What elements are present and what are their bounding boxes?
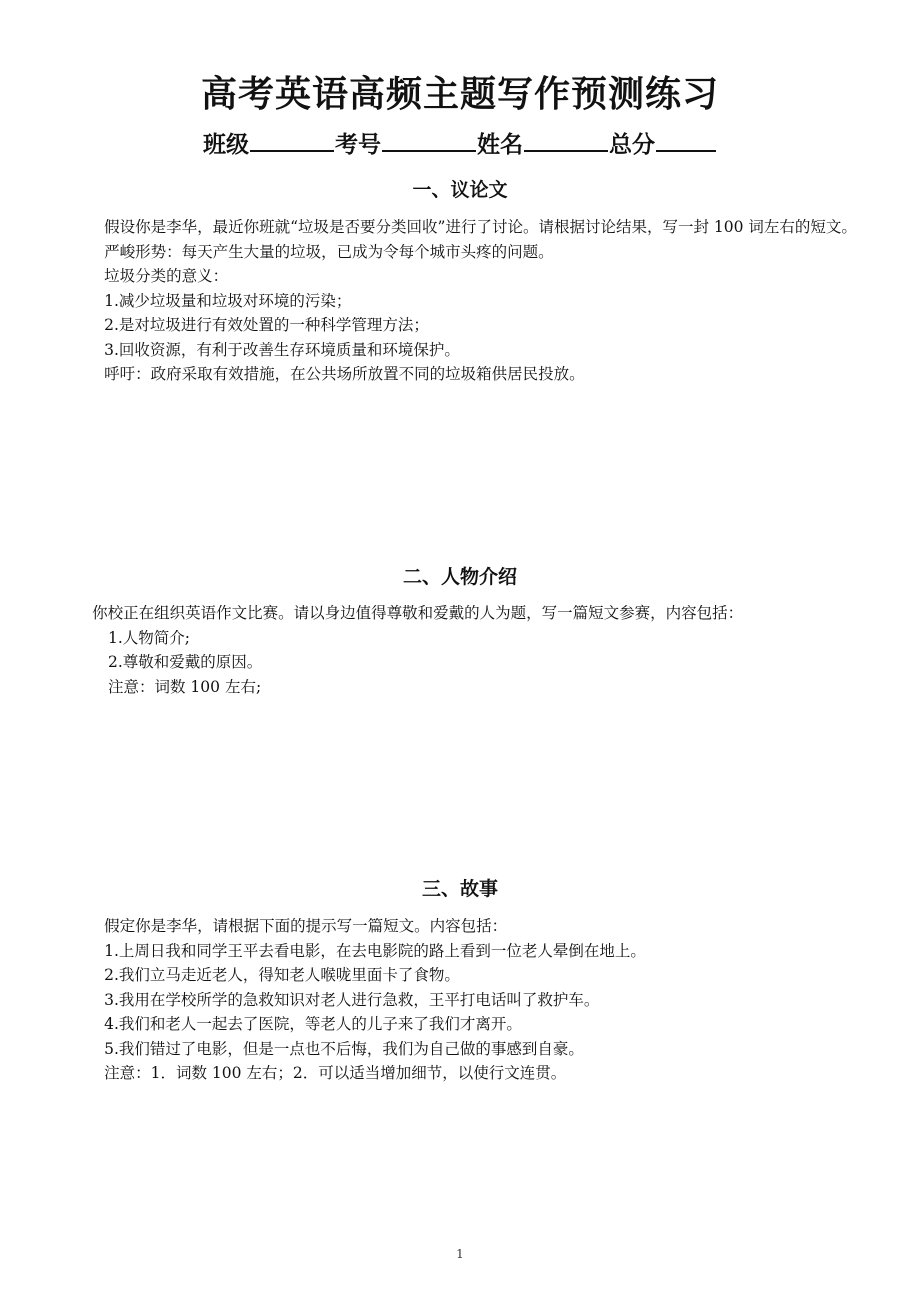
prompt-line: 注意：词数 100 左右;: [108, 677, 262, 696]
prompt-line: 1.上周日我和同学王平去看电影，在去电影院的路上看到一位老人晕倒在地上。: [104, 941, 646, 960]
student-info-line: [0, 126, 920, 163]
prompt-line: 2.尊敬和爱戴的原因。: [108, 653, 263, 671]
prompt-line: 严峻形势：每天产生大量的垃圾，已成为令每个城市头疼的问题。: [104, 242, 554, 261]
class-blank[interactable]: [250, 126, 334, 152]
section-body-person-intro: [58, 601, 860, 699]
section-intro: 假设你是李华，最近你班就“垃圾是否要分类回收”进行了讨论。请根据讨论结果，写一封 100 词左右的短文。: [104, 218, 857, 236]
prompt-line: 1.减少垃圾量和垃圾对环境的污染；: [104, 291, 352, 310]
prompt-line: 3.回收资源，有利于改善生存环境质量和环境保护。: [104, 340, 460, 359]
prompt-line: 5.我们错过了电影，但是一点也不后悔，我们为自己做的事感到自豪。: [104, 1039, 584, 1058]
section-body-argumentative: [70, 215, 860, 387]
section-heading-story: 三、故事: [421, 878, 498, 900]
prompt-line: 注意：1．词数 100 左右；2．可以适当增加细节，以使行文连贯。: [104, 1064, 567, 1082]
section-intro: 你校正在组织英语作文比赛。请以身边值得尊敬和爱戴的人为题，写一篇短文参赛，内容包括：: [92, 604, 744, 622]
name-label: 姓名: [477, 132, 523, 158]
class-label: 班级: [203, 132, 249, 158]
section-intro: 假定你是李华，请根据下面的提示写一篇短文。内容包括：: [104, 917, 508, 935]
prompt-line: 4.我们和老人一起去了医院，等老人的儿子来了我们才离开。: [104, 1015, 522, 1033]
prompt-line: 垃圾分类的意义：: [104, 267, 229, 285]
section-heading-person-intro: 二、人物介绍: [402, 566, 517, 588]
name-blank[interactable]: [524, 126, 608, 152]
section-body-story: [70, 914, 860, 1086]
exam-number-label: 考号: [335, 132, 381, 158]
page-number: 1: [456, 1247, 464, 1261]
prompt-line: 3.我用在学校所学的急救知识对老人进行急救，王平打电话叫了救护车。: [104, 990, 600, 1009]
exam-number-blank[interactable]: [382, 126, 476, 152]
prompt-line: 1.人物简介;: [108, 628, 191, 647]
document-title: 高考英语高频主题写作预测练习: [200, 74, 719, 115]
section-heading-argumentative: 一、议论文: [412, 179, 508, 201]
total-score-blank[interactable]: [656, 126, 716, 152]
prompt-line: 呼吁：政府采取有效措施，在公共场所放置不同的垃圾箱供居民投放。: [104, 365, 585, 383]
total-score-label: 总分: [609, 132, 655, 158]
prompt-line: 2.我们立马走近老人，得知老人喉咙里面卡了食物。: [104, 966, 460, 984]
prompt-line: 2.是对垃圾进行有效处置的一种科学管理方法；: [104, 316, 429, 334]
